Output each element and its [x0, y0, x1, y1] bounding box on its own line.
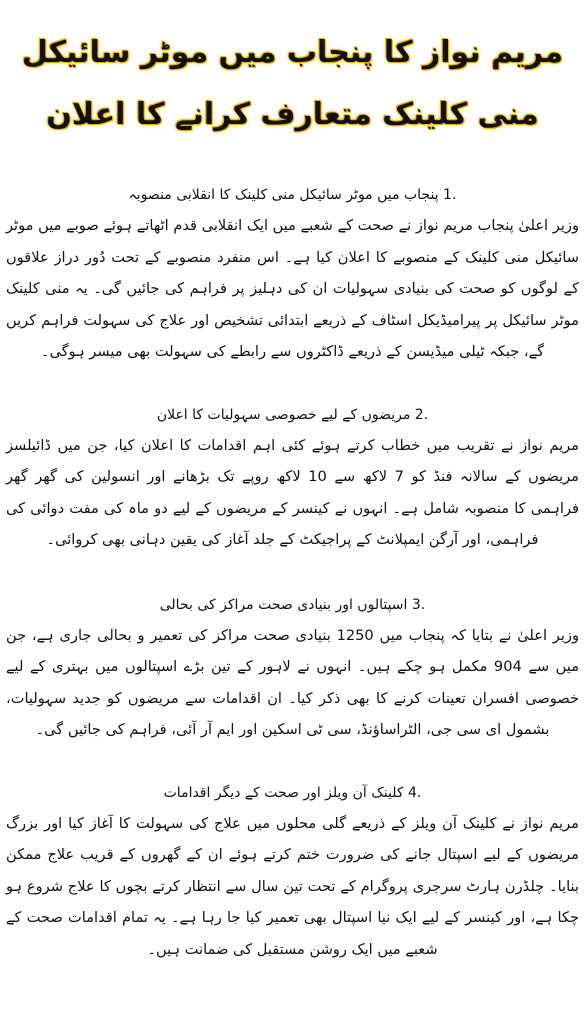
section-heading: .3 اسپتالوں اور بنیادی صحت مراکز کی بحالی	[159, 596, 426, 613]
section-1	[6, 182, 579, 368]
section-paragraph: مریم نواز نے کلینک آن ویلز کے ذریعے گلی محلوں میں علاج کی سہولت کا آغاز کیا اور بزرگ مریضوں کے لیے اسپتال جانے کی ضرورت ختم کرتے ہوئے ان کے گھروں کے قریب علاج ممکن بنایا۔ چلڈرن ہارٹ سرجری پروگرام کے تحت تین سال سے انتظار کرتے بچوں کا علاج شروع ہو چکا ہے، اور کینسر کے لیے ایک نیا اسپتال بھی تعمیر کیا جا رہا ہے۔ یہ تمام اقدامات صحت کے شعبے میں ایک روشن مستقبل کی ضمانت ہیں۔	[6, 814, 579, 958]
section-4	[6, 780, 579, 966]
section-heading: .2 مریضوں کے لیے خصوصی سہولیات کا اعلان	[156, 406, 429, 423]
section-heading: .4 کلینک آن ویلز اور صحت کے دیگر اقدامات	[163, 784, 422, 801]
section-paragraph: وزیر اعلیٰ نے بتایا کہ پنجاب میں 1250 بنیادی صحت مراکز کی تعمیر و بحالی جاری ہے، جن میں سے 904 مکمل ہو چکے ہیں۔ انہوں نے لاہور کے تین بڑے اسپتالوں میں بہتری کے لیے خصوصی افسران تعینات کرنے کا بھی ذکر کیا۔ ان اقدامات سے مریضوں کو جدید سہولیات، بشمول ای سی جی، الٹراساؤنڈ، سی ٹی اسکین اور ایم آر آئی، فراہم کی جائیں گی۔	[6, 626, 580, 738]
article-body	[6, 182, 579, 965]
section-paragraph: وزیر اعلیٰ پنجاب مریم نواز نے صحت کے شعبے میں ایک انقلابی قدم اٹھاتے ہوئے صوبے میں موٹر سائیکل منی کلینک کے منصوبے کا اعلان کیا ہے۔ اس منفرد منصوبے کے تحت دُور دراز علاقوں کے لوگوں کو صحت کی بنیادی سہولیات ان کی دہلیز پر فراہم کی جائیں گی۔ یہ منی کلینک موٹر سائیکل پر پیرامیڈیکل اسٹاف کے ذریعے ابتدائی تشخیص اور علاج کی سہولت فراہم کریں گے، جبکہ ٹیلی میڈیسن کے ذریعے ڈاکٹروں سے رابطے کی سہولت بھی میسر ہوگی۔	[6, 217, 579, 360]
section-paragraph: مریم نواز نے تقریب میں خطاب کرتے ہوئے کئی اہم اقدامات کا اعلان کیا، جن میں ڈائیلسز مریضوں کے سالانہ فنڈ کو 7 لاکھ سے 10 لاکھ روپے تک بڑھانے اور انسولین کی گھر گھر فراہمی کا منصوبہ شامل ہے۔ انہوں نے کینسر کے مریضوں کے لیے دو ماہ کی مفت دوائی کی فراہمی، اور آرگن ایمپلانٹ کے پراجیکٹ کے جلد آغاز کی یقین دہانی بھی کروائی۔	[6, 436, 579, 548]
section-2	[6, 402, 579, 556]
section-heading: .1 پنجاب میں موٹر سائیکل منی کلینک کا انقلابی منصوبہ	[128, 187, 457, 203]
section-3	[6, 592, 579, 746]
page-title: مریم نواز کا پنجاب میں موٹر سائیکل منی کلینک متعارف کرانے کا اعلان	[21, 35, 564, 132]
